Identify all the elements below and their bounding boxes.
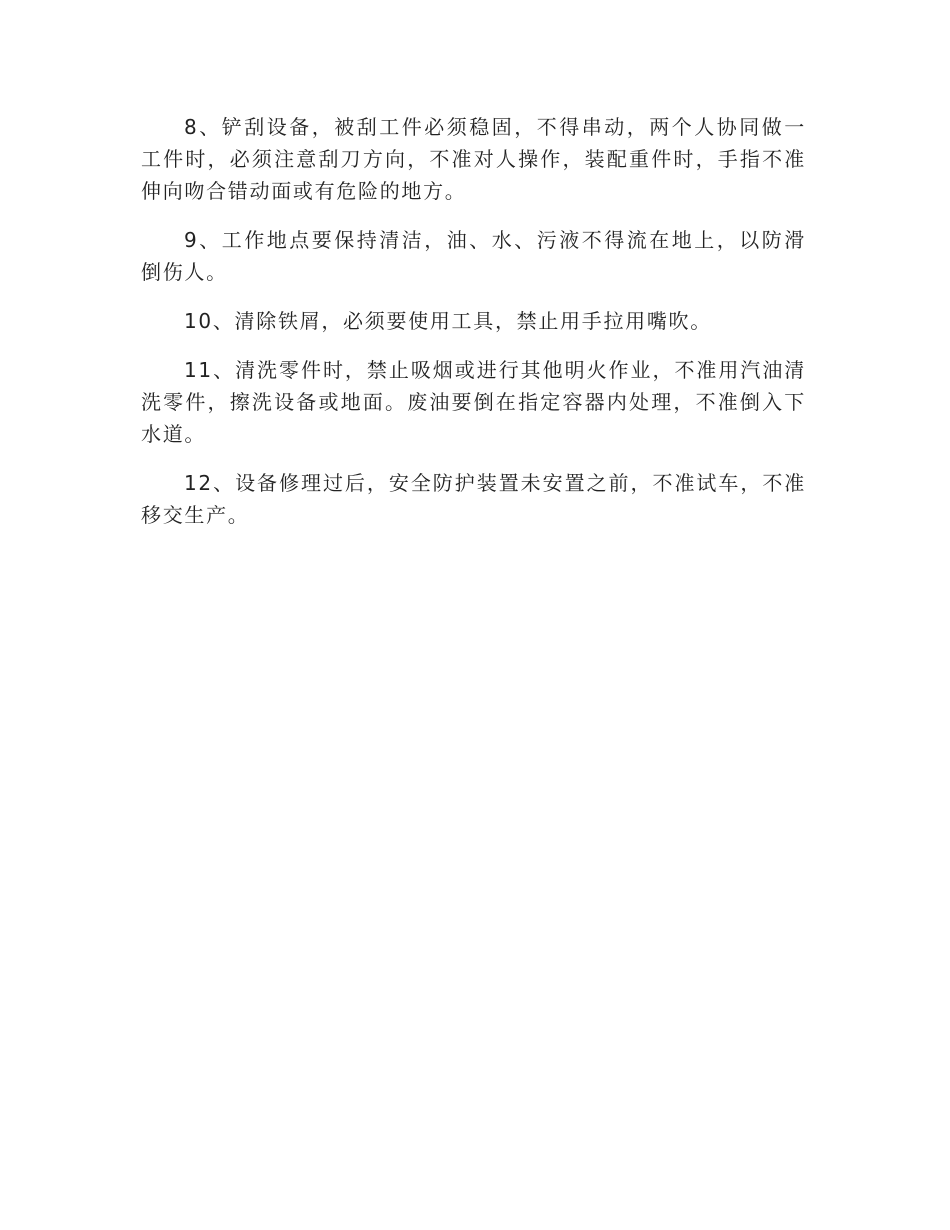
paragraph-item-10: 10、清除铁屑，必须要使用工具，禁止用手拉用嘴吹。 bbox=[184, 309, 712, 333]
paragraph-item-11: 11、清洗零件时，禁止吸烟或进行其他明火作业，不准用汽油清洗零件，擦洗设备或地面。废油要倒在指定容器内处理，不准倒入下水道。 bbox=[141, 358, 806, 446]
paragraph-item-8: 8、铲刮设备，被刮工件必须稳固，不得串动，两个人协同做一工件时，必须注意刮刀方向，不准对人操作，装配重件时，手指不准伸向吻合错动面或有危险的地方。 bbox=[141, 115, 806, 203]
document-body bbox=[141, 111, 806, 548]
paragraph-item-9: 9、工作地点要保持清洁，油、水、污液不得流在地上，以防滑倒伤人。 bbox=[141, 228, 806, 284]
paragraph-item-12: 12、设备修理过后，安全防护装置未安置之前，不准试车，不准移交生产。 bbox=[141, 471, 806, 527]
